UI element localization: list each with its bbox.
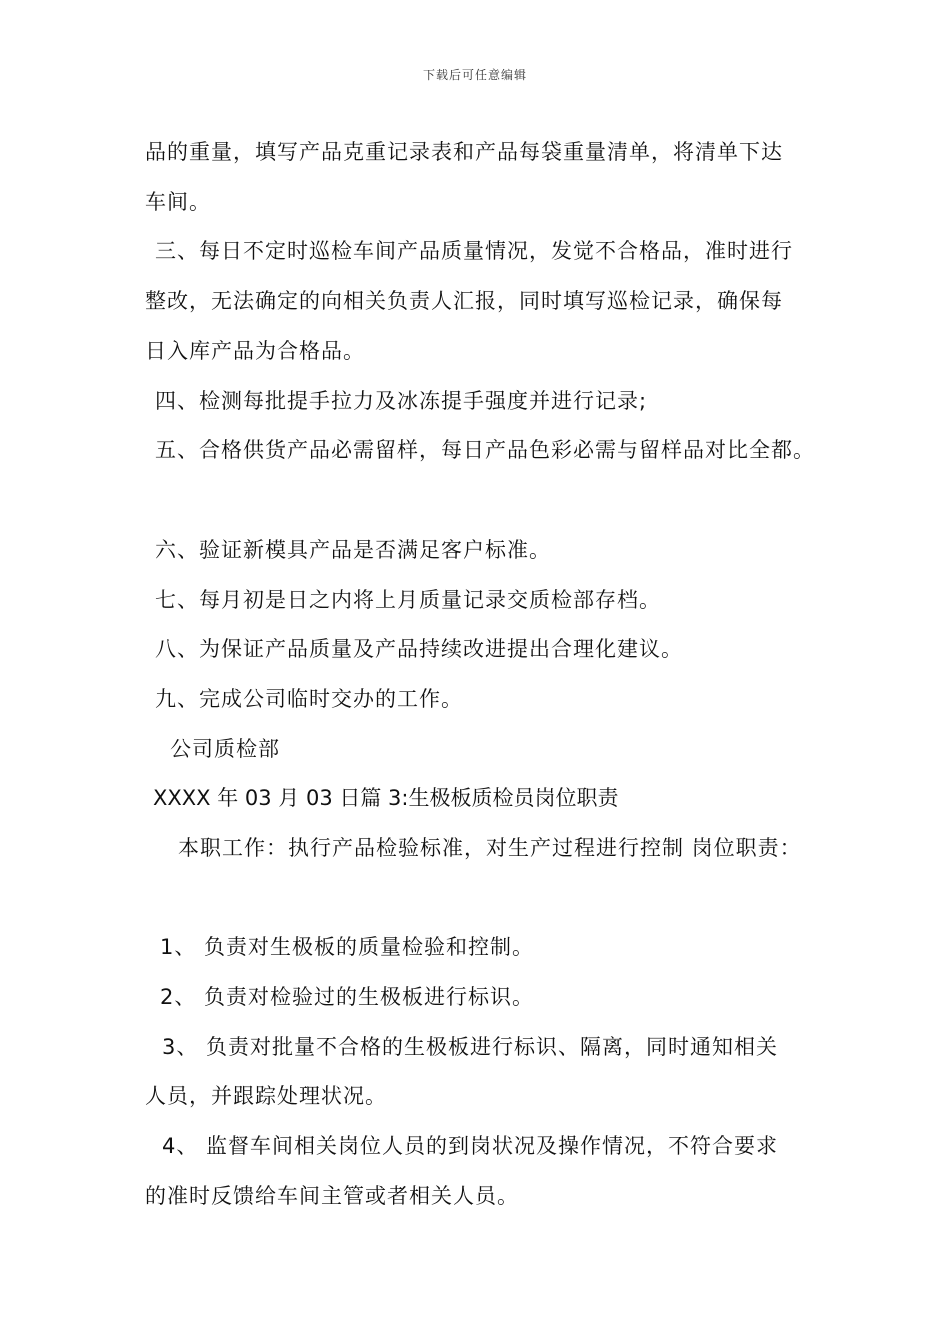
text-line: 九、完成公司临时交办的工作。 (155, 687, 463, 711)
text-line: 七、每月初是日之内将上月质量记录交质检部存档。 (155, 588, 661, 612)
text-line: 日入库产品为合格品。 (145, 339, 365, 363)
text-line: 本职工作：执行产品检验标准，对生产过程进行控制 岗位职责： (178, 836, 802, 860)
list-item: 4、 监督车间相关岗位人员的到岗状况及操作情况，不符合要求 (162, 1134, 779, 1158)
text-line: 车间。 (145, 190, 211, 214)
list-item: 1、 负责对生极板的质量检验和控制。 (160, 935, 535, 959)
text-line: 品的重量，填写产品克重记录表和产品每袋重量清单，将清单下达 (145, 140, 783, 164)
text-line: 的准时反馈给车间主管或者相关人员。 (145, 1184, 519, 1208)
list-item: 3、 负责对批量不合格的生极板进行标识、隔离，同时通知相关 (162, 1035, 779, 1059)
page-header: 下载后可任意编辑 (422, 68, 527, 82)
text-line: 三、每日不定时巡检车间产品质量情况，发觉不合格品，准时进行 (155, 239, 793, 263)
text-line: 四、检测每批提手拉力及冰冻提手强度并进行记录; (155, 389, 648, 413)
date-and-section-title: XXXX 年 03 月 03 日篇 3:生极板质检员岗位职责 (153, 786, 619, 810)
text-line: 整改，无法确定的向相关负责人汇报，同时填写巡检记录，确保每 (145, 289, 783, 313)
text-line: 人员，并跟踪处理状况。 (145, 1084, 387, 1108)
text-line: 六、验证新模具产品是否满足客户标准。 (155, 538, 551, 562)
signature-department: 公司质检部 (170, 737, 280, 761)
list-item: 2、 负责对检验过的生极板进行标识。 (160, 985, 535, 1009)
text-line: 八、为保证产品质量及产品持续改进提出合理化建议。 (155, 637, 683, 661)
text-line: 五、合格供货产品必需留样，每日产品色彩必需与留样品对比全都。 (155, 438, 815, 462)
